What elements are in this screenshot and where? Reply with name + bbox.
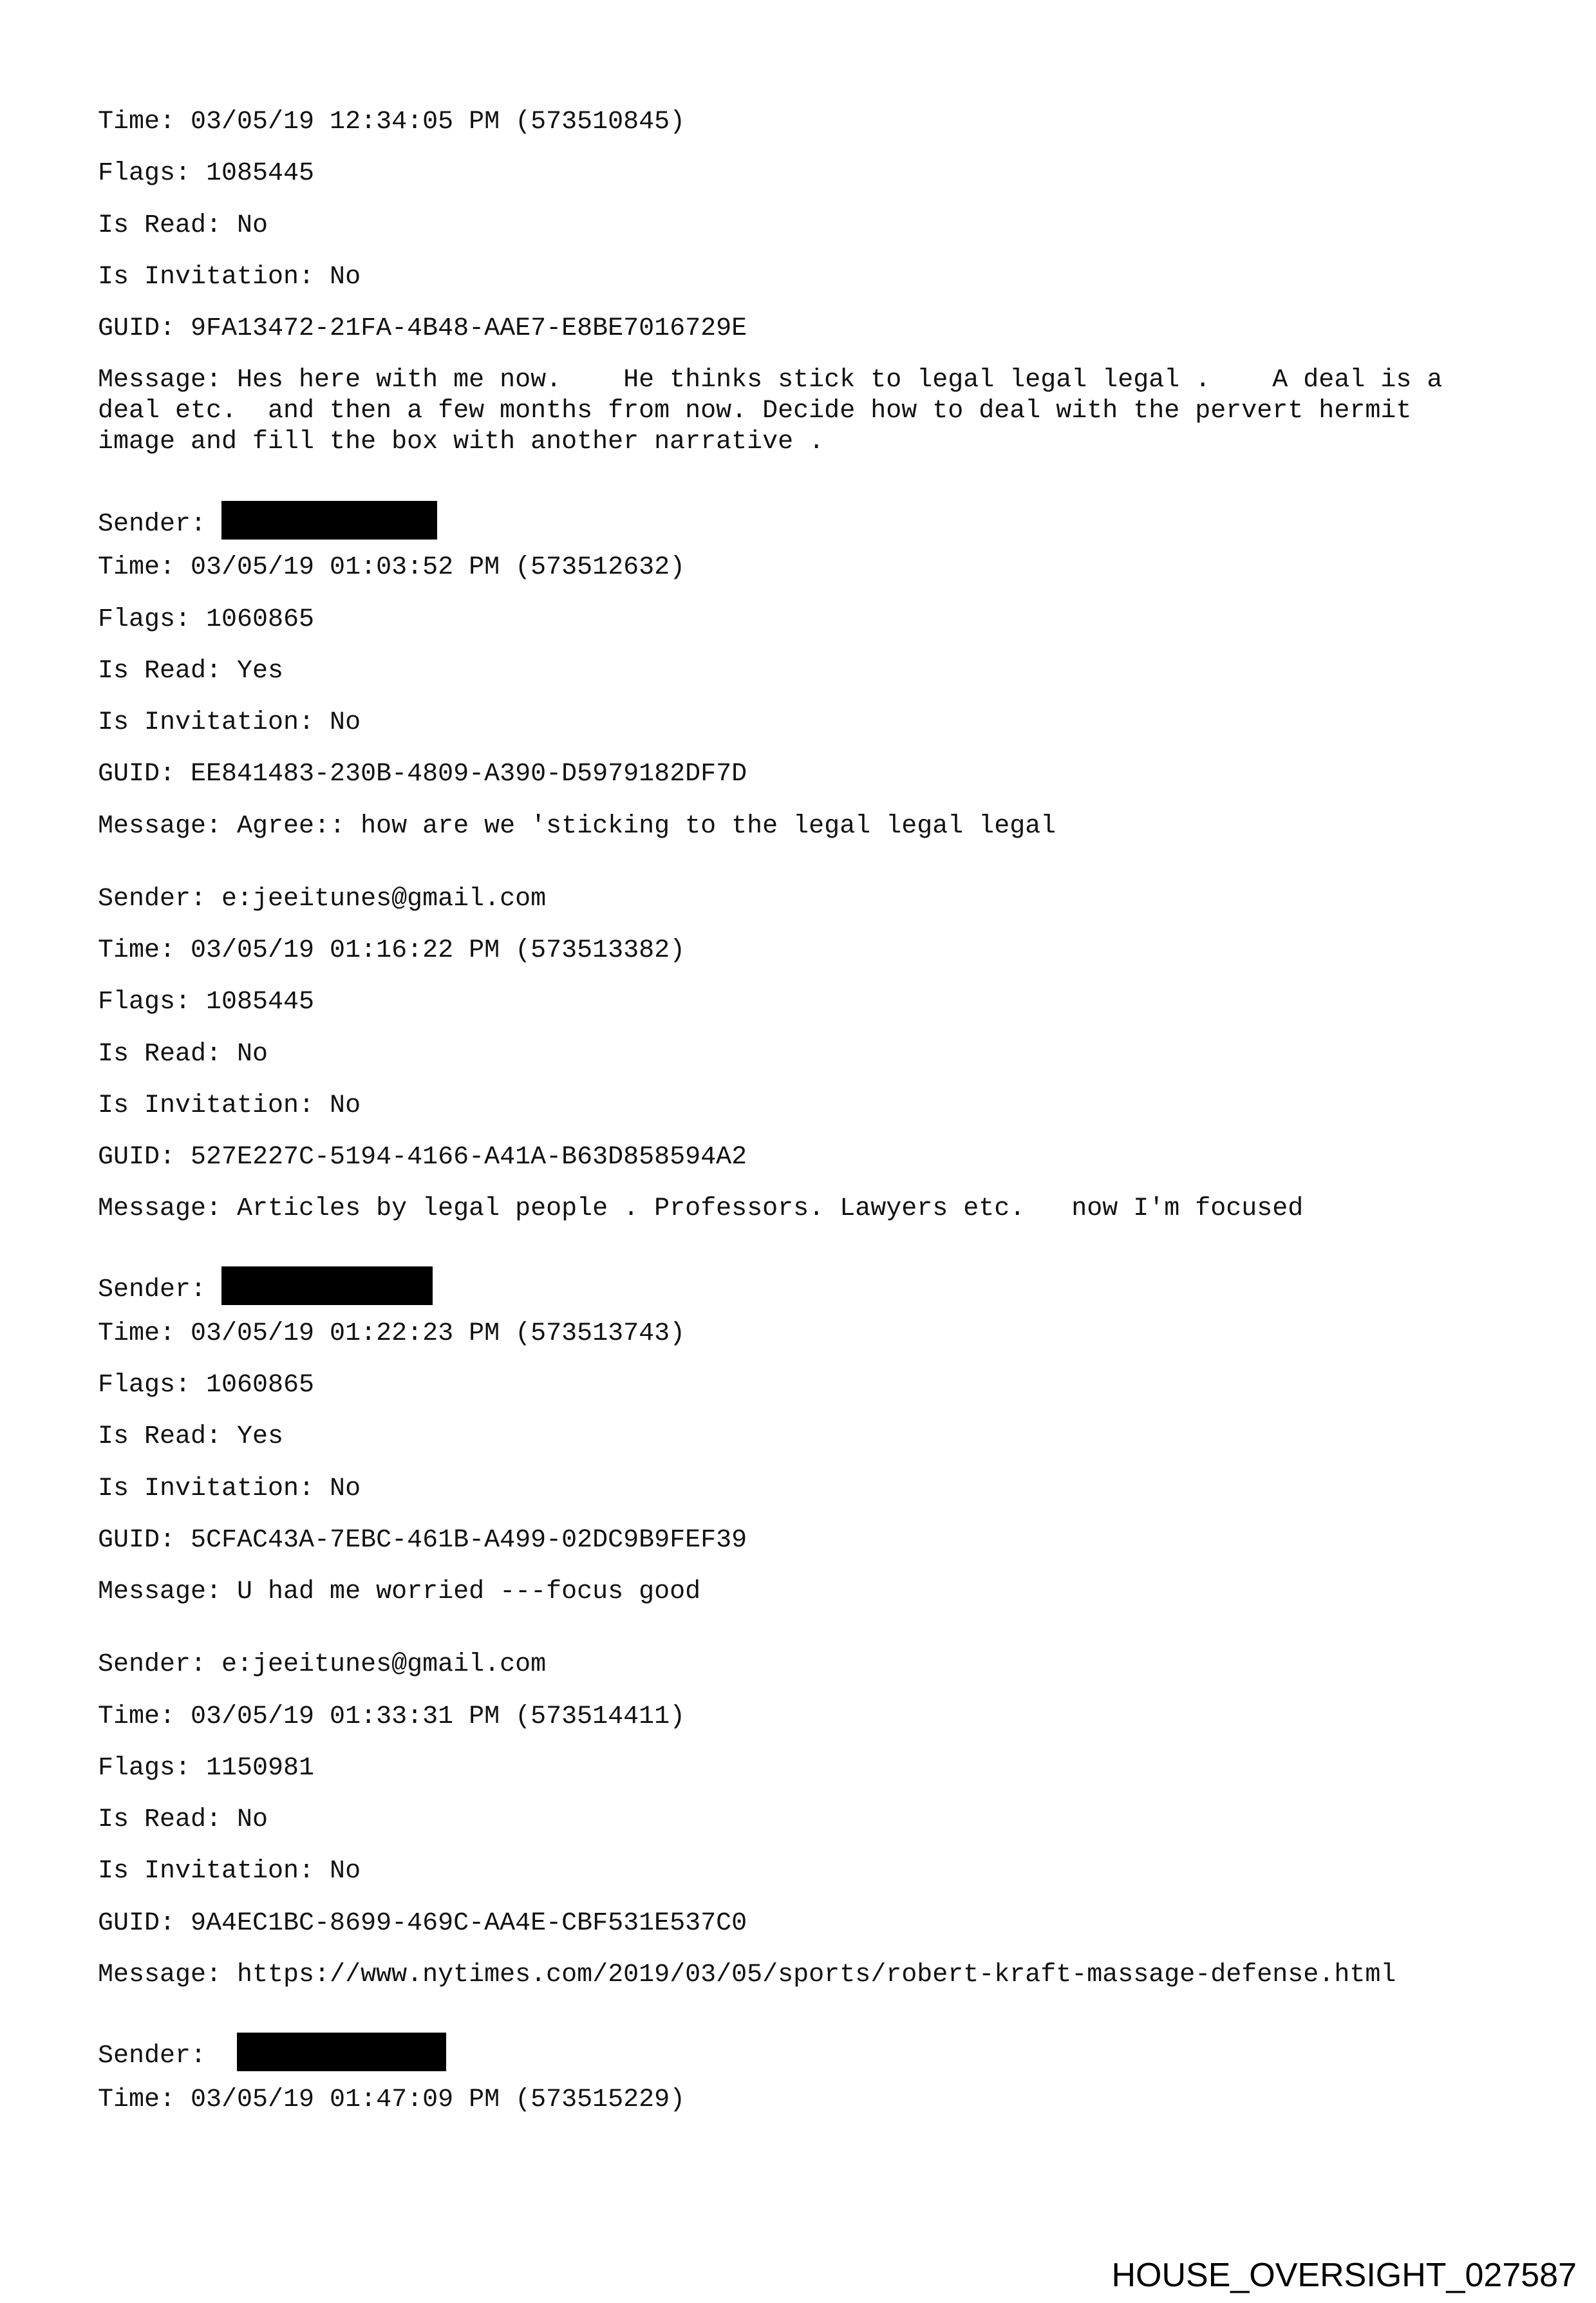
redaction-box	[237, 2033, 446, 2071]
redaction-box	[221, 501, 437, 540]
message-is-read: Is Read: No	[98, 1805, 268, 1834]
message-sender	[98, 2033, 446, 2072]
message-time: Time: 03/05/19 01:33:31 PM (573514411)	[98, 1702, 686, 1731]
message-guid: GUID: 9A4EC1BC-8699-469C-AA4E-CBF531E537C0	[98, 1909, 747, 1938]
message-time: Time: 03/05/19 01:16:22 PM (573513382)	[98, 936, 686, 965]
message-body: Message: Articles by legal people . Professors. Lawyers etc. now I'm focused	[98, 1194, 1304, 1223]
message-is-invitation: Is Invitation: No	[98, 1474, 361, 1503]
message-time: Time: 03/05/19 01:47:09 PM (573515229)	[98, 2085, 686, 2114]
message-is-read: Is Read: Yes	[98, 657, 284, 686]
message-guid: GUID: EE841483-230B-4809-A390-D5979182DF7D	[98, 760, 747, 789]
message-body: Message: Hes here with me now. He thinks stick to legal legal legal . A deal is a deal etc. and then a few months from now. Decide how to deal with the pervert hermit image and fill the box with another narrative .	[98, 366, 1443, 456]
sender-label: Sender:	[98, 2042, 207, 2071]
message-time: Time: 03/05/19 12:34:05 PM (573510845)	[98, 108, 686, 136]
message-sender	[98, 501, 437, 540]
message-is-invitation: Is Invitation: No	[98, 708, 361, 737]
message-flags: Flags: 1085445	[98, 988, 315, 1017]
message-is-read: Is Read: No	[98, 1040, 268, 1069]
message-is-invitation: Is Invitation: No	[98, 1857, 361, 1886]
sender-label: Sender:	[98, 510, 207, 539]
message-guid: GUID: 527E227C-5194-4166-A41A-B63D858594A2	[98, 1143, 747, 1172]
redaction-box	[221, 1266, 433, 1305]
message-time: Time: 03/05/19 01:03:52 PM (573512632)	[98, 553, 686, 582]
message-flags: Flags: 1060865	[98, 1371, 315, 1400]
message-is-read: Is Read: Yes	[98, 1422, 284, 1451]
sender-label: Sender:	[98, 1275, 207, 1304]
message-body: Message: https://www.nytimes.com/2019/03/05/sports/robert-kraft-massage-defense.html	[98, 1960, 1396, 1989]
message-sender	[98, 1266, 433, 1306]
message-is-read: Is Read: No	[98, 211, 268, 240]
message-time: Time: 03/05/19 01:22:23 PM (573513743)	[98, 1319, 686, 1348]
message-sender: Sender: e:jeeitunes@gmail.com	[98, 1650, 547, 1679]
message-body: Message: U had me worried ---focus good	[98, 1577, 701, 1606]
message-is-invitation: Is Invitation: No	[98, 263, 361, 292]
message-flags: Flags: 1150981	[98, 1754, 315, 1783]
message-guid: GUID: 5CFAC43A-7EBC-461B-A499-02DC9B9FEF39	[98, 1526, 747, 1555]
message-body: Message: Agree:: how are we 'sticking to the legal legal legal	[98, 812, 1056, 841]
message-guid: GUID: 9FA13472-21FA-4B48-AAE7-E8BE7016729E	[98, 314, 747, 343]
message-sender: Sender: e:jeeitunes@gmail.com	[98, 885, 547, 914]
bates-number: HOUSE_OVERSIGHT_027587	[1111, 2257, 1577, 2294]
message-is-invitation: Is Invitation: No	[98, 1091, 361, 1120]
message-flags: Flags: 1060865	[98, 605, 315, 634]
message-flags: Flags: 1085445	[98, 159, 315, 188]
